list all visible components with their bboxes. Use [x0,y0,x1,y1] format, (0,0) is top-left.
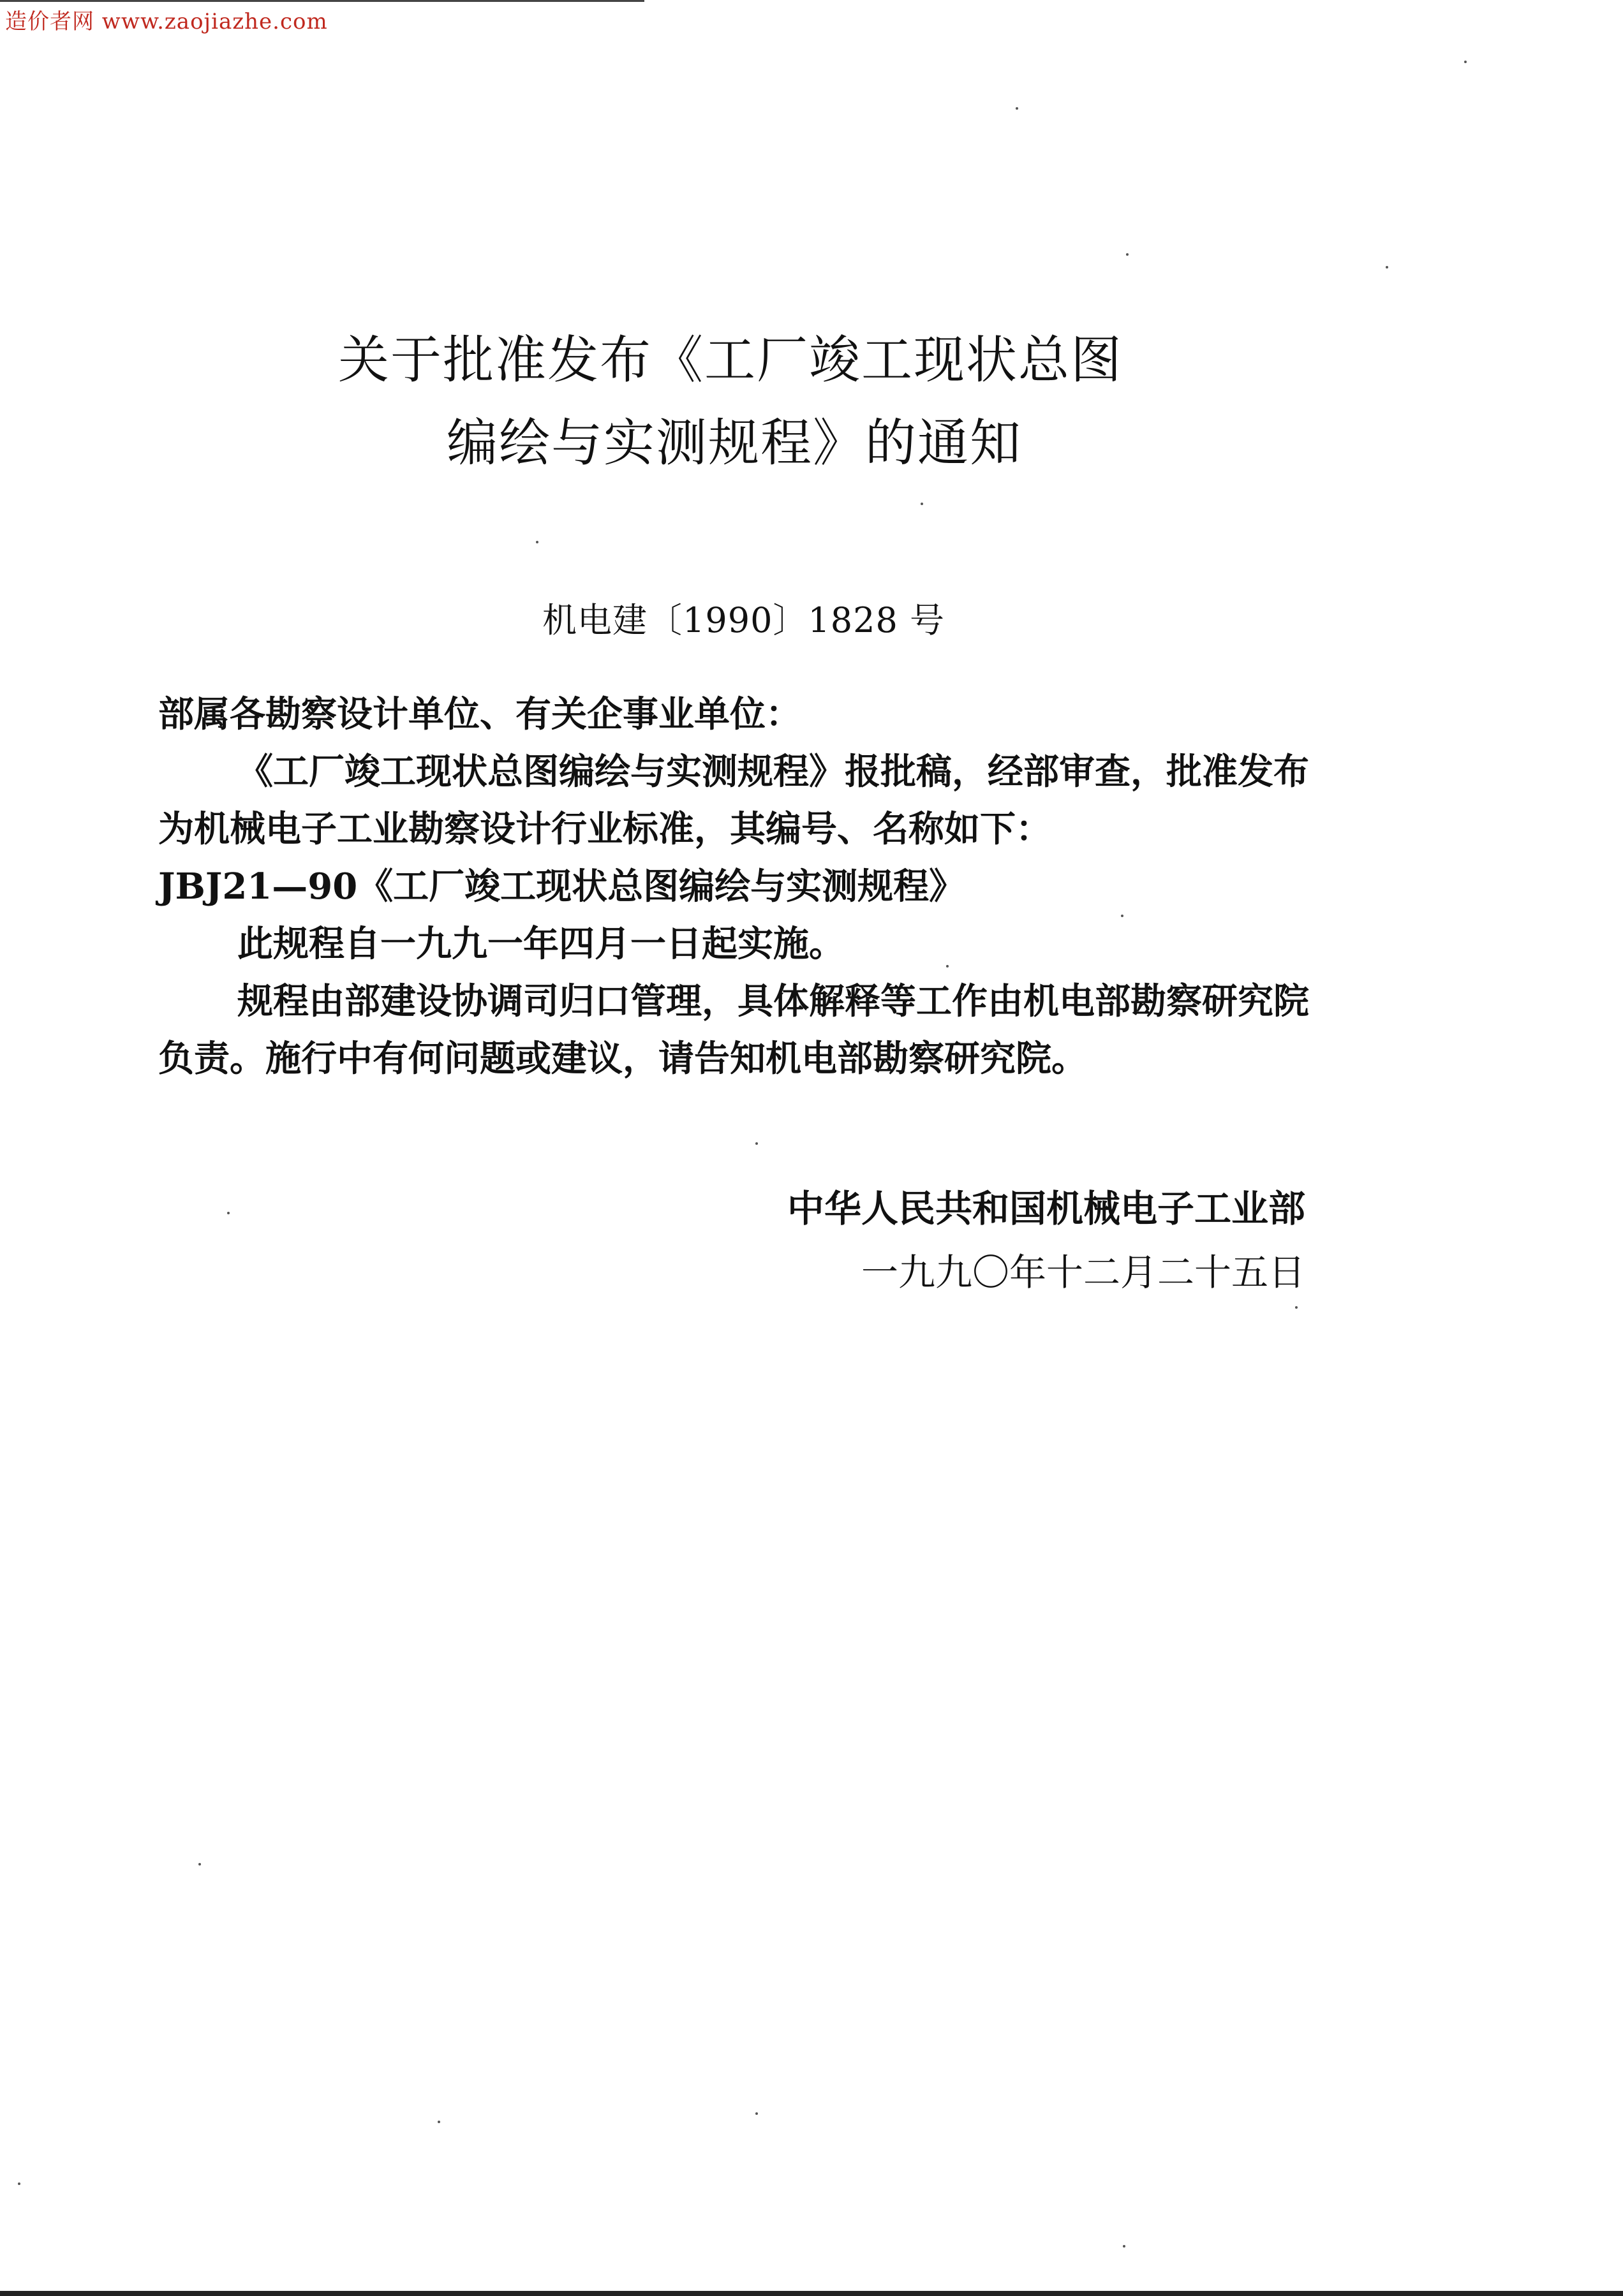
paragraph-effective-date: 此规程自一九九一年四月一日起实施。 [237,923,845,965]
scan-speck [1126,253,1129,256]
scan-speck [227,1212,230,1214]
scan-speck [755,1142,758,1145]
scan-speck [921,503,923,505]
addressee: 部属各勘察设计单位、有关企事业单位： [158,693,801,735]
scan-speck [1464,61,1467,63]
scan-speck [1121,915,1123,917]
scan-speck [438,2121,440,2123]
notice-body [158,686,1319,1087]
title-line-2: 编绘与实测规程》的通知 [447,413,1022,473]
title-line-1: 关于批准发布《工厂竣工现状总图 [338,330,1123,390]
scan-speck [1386,266,1388,269]
scan-speck [946,965,949,968]
issuing-organization: 中华人民共和国机械电子工业部 [787,1187,1305,1230]
scan-speck [1016,107,1018,110]
scan-speck [198,1863,201,1866]
scan-speck [1295,1306,1298,1309]
watermark-text: 造价者网 www.zaojiazhe.com [5,9,328,34]
paragraph-approval: 《工厂竣工现状总图编绘与实测规程》报批稿，经部审查，批准发布为机械电子工业勘察设计行业标准，其编号、名称如下： [158,751,1309,850]
scan-speck [536,541,538,543]
scan-speck [1123,2245,1125,2248]
standard-designation: JBJ21—90《工厂竣工现状总图编绘与实测规程》 [158,865,965,908]
paragraph-administration: 规程由部建设协调司归口管理，具体解释等工作由机电部勘察研究院负责。施行中有何问题或建议，请告知机电部勘察研究院。 [158,980,1309,1080]
scan-speck [755,2112,758,2115]
document-number: 机电建〔1990〕1828 号 [542,600,945,640]
issue-date: 一九九〇年十二月二十五日 [861,1251,1305,1294]
top-rule [0,0,644,2]
signature-block [787,1177,1305,1304]
bottom-rule [0,2291,1623,2296]
scan-speck [18,2182,20,2185]
